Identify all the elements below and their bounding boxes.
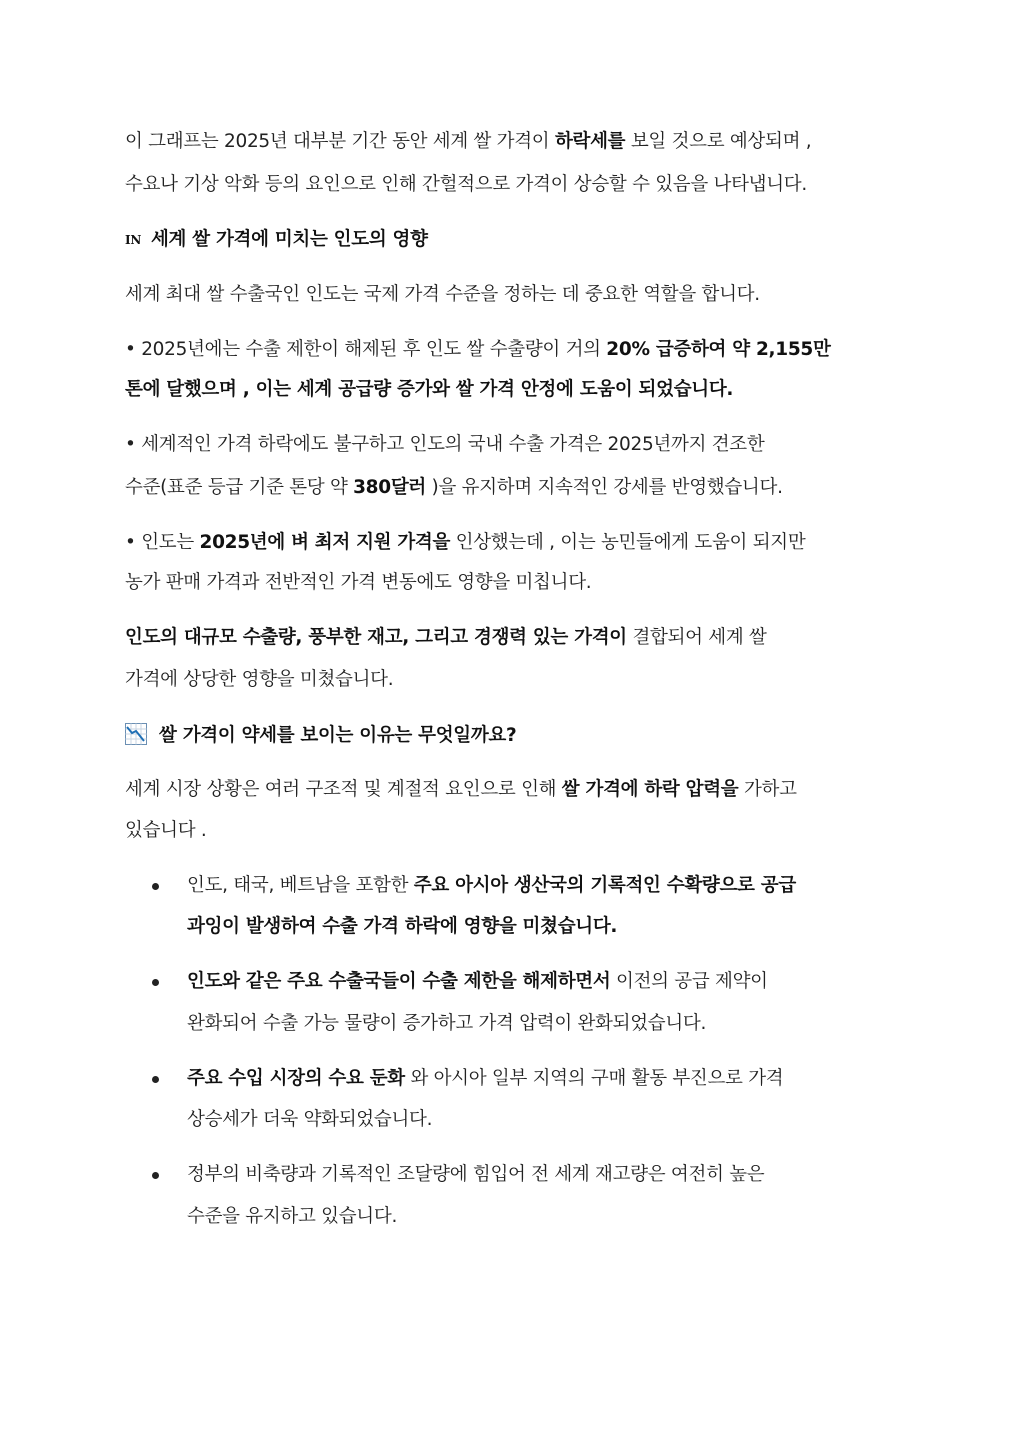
bullet-dot: [152, 1172, 159, 1179]
bullet-dot: [152, 1076, 159, 1083]
weak-bullet-emphasis-2: 과잉이 발생하여 수출 가격 하락에 영향을 미쳤습니다.: [187, 916, 618, 937]
india-point-3-text: 인상했는데 , 이는 농민들에게 도움이 되지만: [450, 532, 806, 553]
india-point-2-emphasis: 380달러: [353, 477, 426, 498]
india-flag-icon: IN: [125, 233, 141, 247]
weak-bullet-1-line-1: [187, 872, 927, 900]
weak-lead-text: 세계 시장 상황은 여러 구조적 및 계절적 요인으로 인해: [125, 779, 562, 800]
weak-bullet-2-line-1: [187, 968, 927, 996]
weak-bullet-text: 와 아시아 일부 지역의 구매 활동 부진으로 가격: [404, 1068, 784, 1089]
india-point-1-emphasis-2: 톤에 달했으며 , 이는 세계 공급량 증가와 쌀 가격 안정에 도움이 되었습니다.: [125, 379, 734, 400]
intro-line-1: [125, 128, 925, 156]
india-section-title: 세계 쌀 가격에 미치는 인도의 영향: [150, 229, 428, 250]
india-section-heading: [125, 226, 925, 254]
weak-section-heading: [125, 722, 925, 750]
weak-bullet-3-line-1: [187, 1065, 927, 1093]
intro-emphasis: 하락세를: [554, 131, 626, 152]
india-point-3-emphasis: 2025년에 벼 최저 지원 가격을: [199, 532, 451, 553]
india-point-2-line-2: [125, 474, 925, 502]
india-point-3-line-1: [125, 529, 925, 557]
bullet-dot: [152, 883, 159, 890]
weak-bullet-1-line-2: [187, 913, 927, 941]
india-point-2-text: )을 유지하며 지속적인 강세를 반영했습니다.: [425, 477, 783, 498]
weak-lead-text: 가하고: [738, 779, 797, 800]
weak-bullet-4-line-2: 수준을 유지하고 있습니다.: [187, 1206, 398, 1227]
india-point-2-line-1: • 세계적인 가격 하락에도 불구하고 인도의 국내 수출 가격은 2025년까지 견조한: [125, 434, 765, 455]
india-summary-line-2: 가격에 상당한 영향을 미쳤습니다.: [125, 669, 394, 690]
intro-text: 보일 것으로 예상되며 ,: [625, 131, 812, 152]
india-point-1-text: • 2025년에는 수출 제한이 해제된 후 인도 쌀 수출량이 거의: [125, 339, 607, 360]
india-point-2-text: 수준(표준 등급 기준 톤당 약: [125, 477, 354, 498]
weak-bullet-2-line-2: 완화되어 수출 가능 물량이 증가하고 가격 압력이 완화되었습니다.: [187, 1013, 707, 1034]
weak-section-title: 쌀 가격이 약세를 보이는 이유는 무엇일까요?: [159, 725, 517, 746]
weak-lead-line-2: 있습니다 .: [125, 820, 207, 841]
chart-decreasing-icon: [125, 723, 147, 745]
bullet-dot: [152, 979, 159, 986]
india-point-3-text: • 인도는: [125, 532, 200, 553]
weak-bullet-text: 이전의 공급 제약이: [610, 971, 768, 992]
india-point-1-emphasis: 20% 급증하여 약 2,155만: [606, 339, 831, 360]
india-summary-line-1: [125, 624, 925, 652]
weak-bullet-emphasis: 인도와 같은 주요 수출국들이 수출 제한을 해제하면서: [187, 971, 611, 992]
india-summary-emphasis: 인도의 대규모 수출량, 풍부한 재고, 그리고 경쟁력 있는 가격이: [125, 627, 627, 648]
weak-bullet-text: 인도, 태국, 베트남을 포함한: [187, 875, 414, 896]
intro-line-2: 수요나 기상 악화 등의 요인으로 인해 간헐적으로 가격이 상승할 수 있음을 나타냅니다.: [125, 174, 807, 195]
india-lead: 세계 최대 쌀 수출국인 인도는 국제 가격 수준을 정하는 데 중요한 역할을 합니다.: [125, 284, 760, 305]
intro-text: 이 그래프는 2025년 대부분 기간 동안 세계 쌀 가격이: [125, 131, 555, 152]
weak-lead-emphasis: 쌀 가격에 하락 압력을: [561, 779, 739, 800]
weak-lead-line-1: [125, 776, 925, 804]
india-point-1-line-2: [125, 376, 925, 404]
weak-bullet-emphasis: 주요 아시아 생산국의 기록적인 수확량으로 공급: [413, 875, 796, 896]
weak-bullet-emphasis: 주요 수입 시장의 수요 둔화: [187, 1068, 405, 1089]
weak-bullet-4-line-1: 정부의 비축량과 기록적인 조달량에 힘입어 전 세계 재고량은 여전히 높은: [187, 1164, 765, 1185]
india-point-1-line-1: [125, 336, 925, 364]
weak-bullet-3-line-2: 상승세가 더욱 약화되었습니다.: [187, 1109, 433, 1130]
india-point-3-line-2: 농가 판매 가격과 전반적인 가격 변동에도 영향을 미칩니다.: [125, 572, 592, 593]
india-summary-text: 결합되어 세계 쌀: [626, 627, 767, 648]
